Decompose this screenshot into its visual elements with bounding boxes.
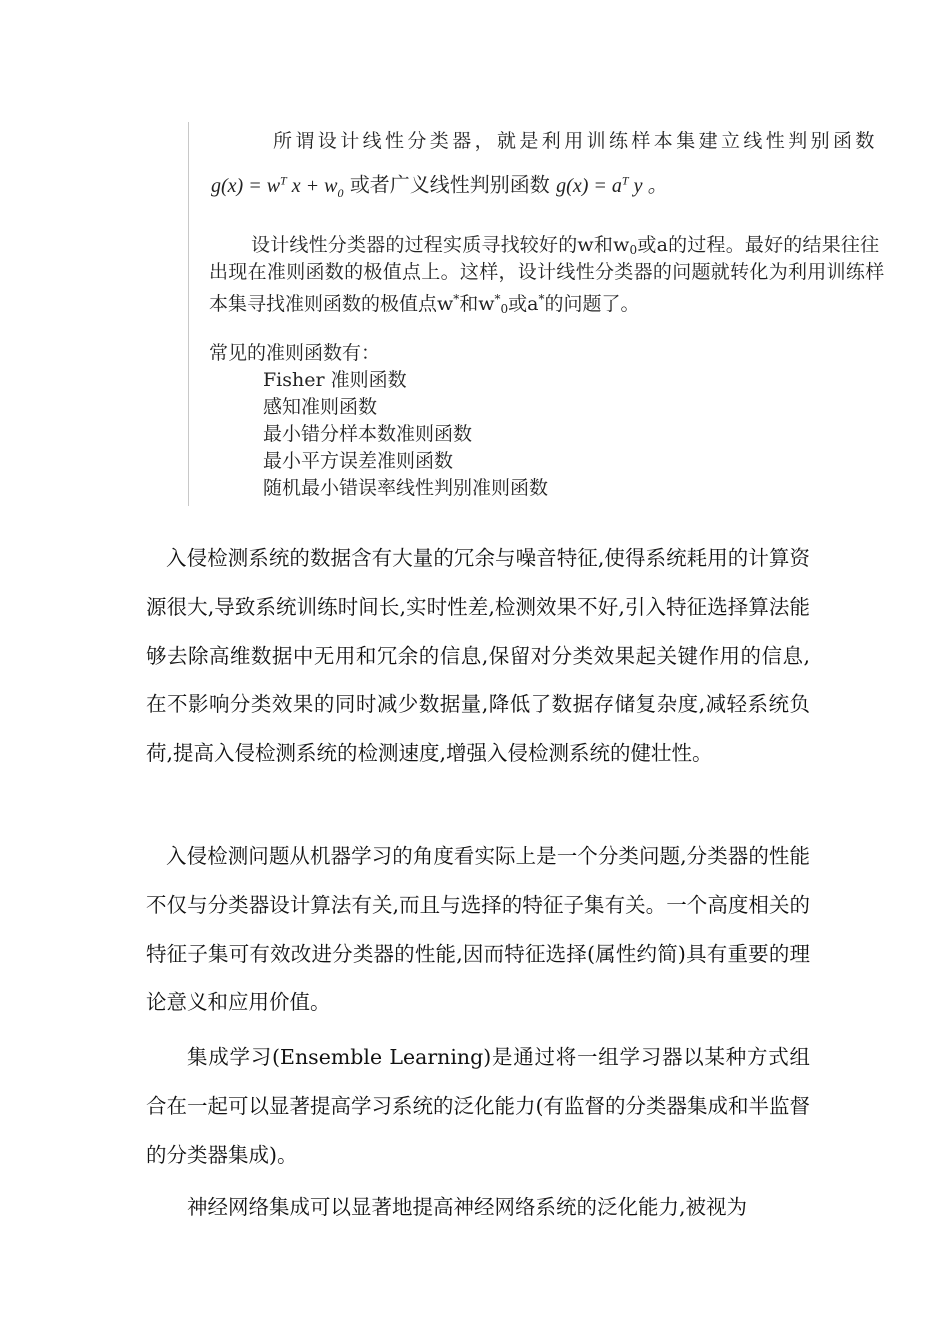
- paragraph-feature-selection: 入侵检测系统的数据含有大量的冗余与噪音特征,使得系统耗用的计算资源很大,导致系统训练时间长,实时性差,检测效果不好,引入特征选择算法能够去除高维数据中无用和冗余的信息,保留对分类效果起关键作用的信息,在不影响分类效果的同时减少数据量,降低了数据存储复杂度,减轻系统负荷,提高入侵检测系统的检测速度,增强入侵检测系统的健壮性。: [146, 546, 810, 766]
- quoted-excerpt: [188, 122, 929, 506]
- criteria-item-perceptron: 感知准则函数: [263, 396, 378, 418]
- excerpt-para2-line-2: 出现在准则函数的极值点上。这样，设计线性分类器的问题就转化为利用训练样: [209, 261, 885, 283]
- excerpt-para2-line-1: 设计线性分类器的过程实质寻找较好的w和w0或a的过程。最好的结果往往: [251, 234, 880, 257]
- criteria-item-random-min-error: 随机最小错误率线性判别准则函数: [263, 477, 549, 499]
- excerpt-formula-line: [211, 167, 667, 206]
- criteria-item-least-squares: 最小平方误差准则函数: [263, 450, 454, 472]
- paragraph-classification-problem: 入侵检测问题从机器学习的角度看实际上是一个分类问题,分类器的性能不仅与分类器设计算法有关,而且与选择的特征子集有关。一个高度相关的特征子集可有效改进分类器的性能,因而特征选择(属性约简)具有重要的理论意义和应用价值。: [146, 844, 810, 1015]
- criteria-heading: 常见的准则函数有：: [209, 342, 381, 364]
- criteria-item-min-misclassified: 最小错分样本数准则函数: [263, 423, 473, 445]
- criteria-item-fisher: Fisher 准则函数: [263, 369, 407, 391]
- excerpt-para2-line-3: 本集寻找准则函数的极值点w*和w*0或a*的问题了。: [209, 292, 640, 316]
- generalized-discriminant-formula: $g(x) = a^T$ y 。: [556, 173, 668, 197]
- linear-discriminant-formula: $g(x) = w^T$ $x + w_0$: [211, 173, 344, 200]
- excerpt-line-1: 所谓设计线性分类器，就是利用训练样本集建立线性判别函数: [273, 130, 878, 152]
- paragraph-neural-network-ensemble: 神经网络集成可以显著地提高神经网络系统的泛化能力,被视为: [187, 1195, 748, 1219]
- paragraph-ensemble-learning: 集成学习(Ensemble Learning)是通过将一组学习器以某种方式组合在一起可以显著提高学习系统的泛化能力(有监督的分类器集成和半监督的分类器集成)。: [146, 1045, 810, 1167]
- formula-connector: 或者广义线性判别函数: [349, 172, 550, 197]
